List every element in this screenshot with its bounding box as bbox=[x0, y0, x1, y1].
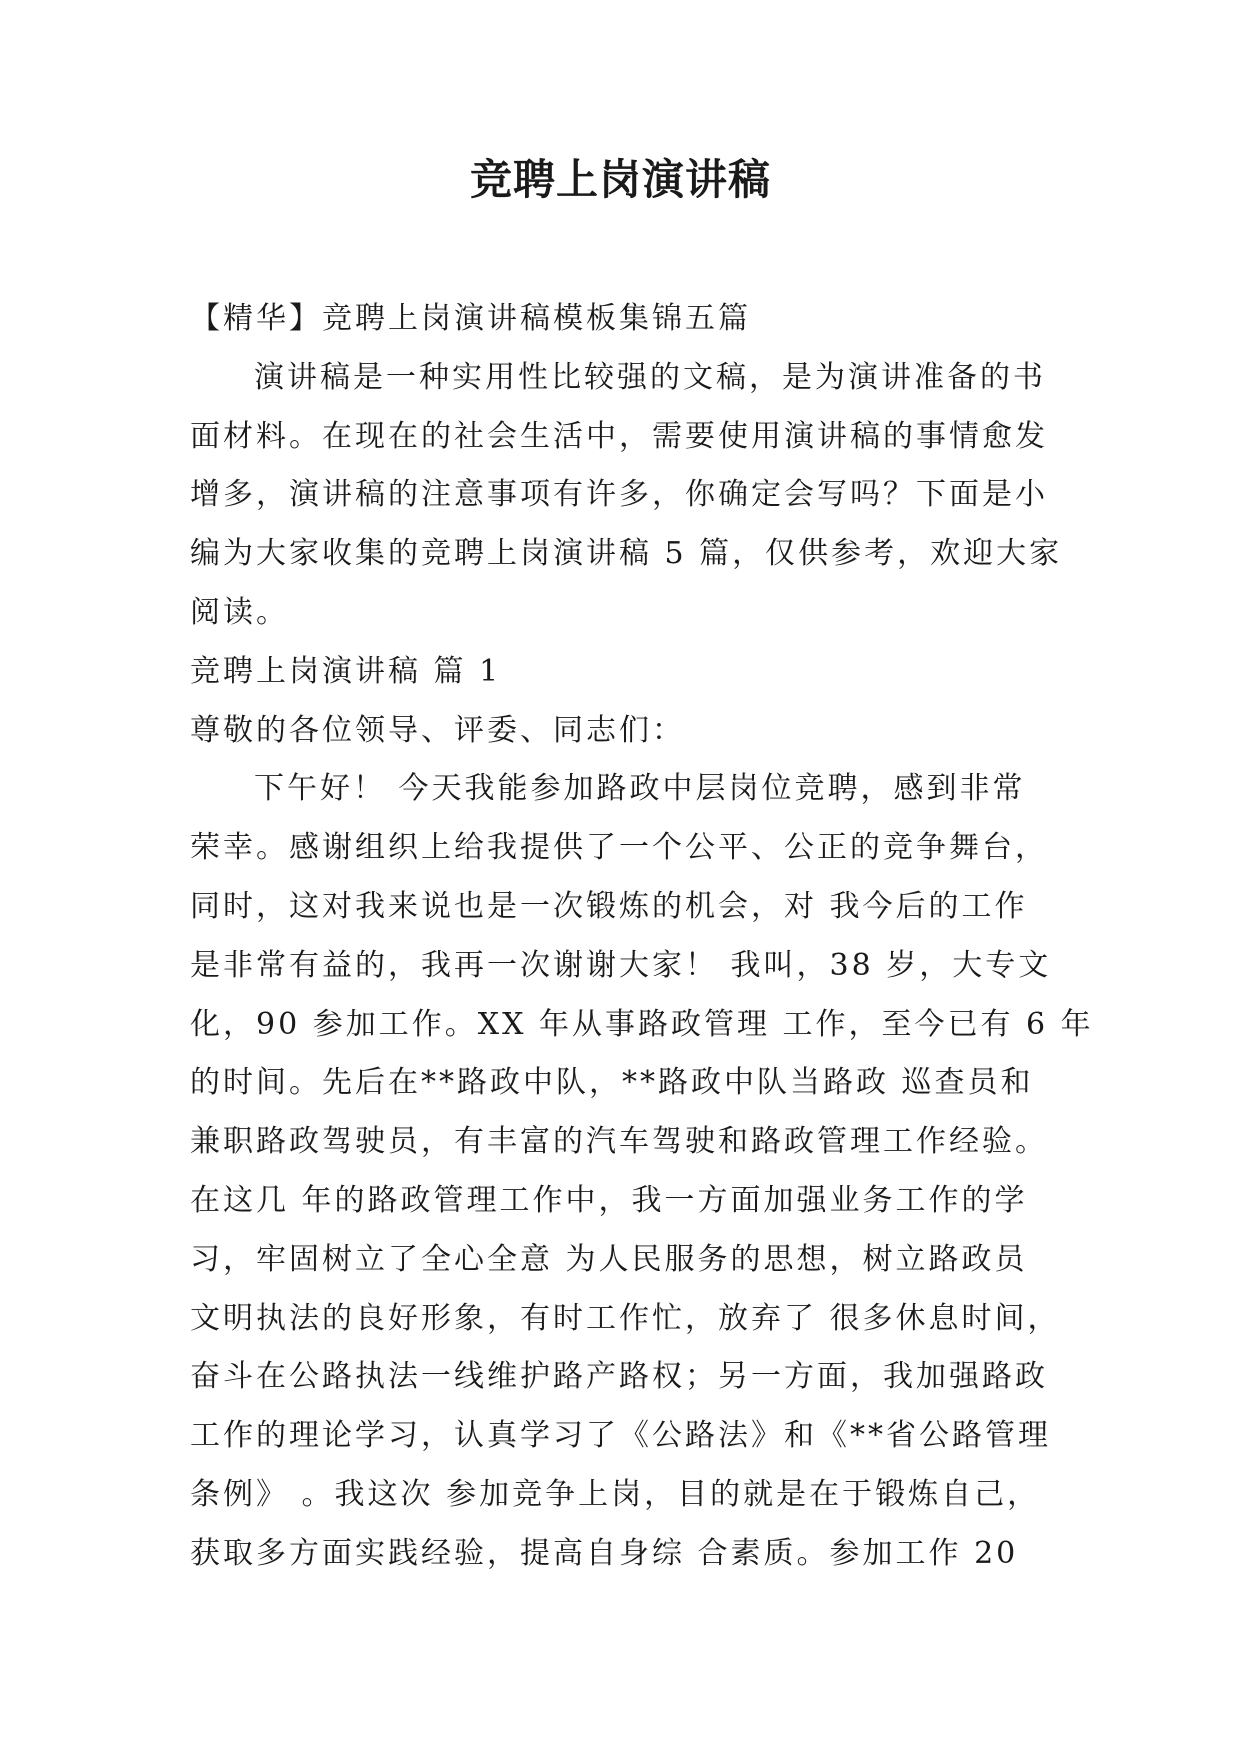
body-text-line: 增多，演讲稿的注意事项有许多，你确定会写吗？下面是小 bbox=[190, 477, 1048, 513]
body-text-line: 兼职路政驾驶员，有丰富的汽车驾驶和路政管理工作经验。 bbox=[190, 1124, 1048, 1160]
body-text-line: 是非常有益的，我再一次谢谢大家！ 我叫，38 岁，大专文 bbox=[190, 947, 1052, 983]
document-body bbox=[190, 290, 1094, 1584]
body-text-line: 阅读。 bbox=[190, 594, 289, 630]
body-text-line: 文明执法的良好形象，有时工作忙，放弃了 很多休息时间， bbox=[190, 1300, 1061, 1336]
body-text-line: 的时间。先后在**路政中队，**路政中队当路政 巡查员和 bbox=[190, 1065, 1034, 1101]
body-text-line: 同时，这对我来说也是一次锻炼的机会，对 我今后的工作 bbox=[190, 888, 1028, 924]
document-title: 竞聘上岗演讲稿 bbox=[469, 155, 771, 204]
body-text-line: 条例》 。我这次 参加竞争上岗，目的就是在于锻炼自己， bbox=[190, 1476, 1041, 1512]
body-text-line: 在这几 年的路政管理工作中，我一方面加强业务工作的学 bbox=[190, 1182, 1028, 1218]
body-text-line: 奋斗在公路执法一线维护路产路权；另一方面，我加强路政 bbox=[190, 1359, 1048, 1395]
body-text-line: 面材料。在现在的社会生活中，需要使用演讲稿的事情愈发 bbox=[190, 418, 1048, 454]
body-text-line: 习，牢固树立了全心全意 为人民服务的思想，树立路政员 bbox=[190, 1241, 1028, 1277]
body-text-line: 获取多方面实践经验，提高自身综 合素质。参加工作 20 bbox=[190, 1535, 1019, 1571]
body-text-line: 尊敬的各位领导、评委、同志们： bbox=[190, 712, 685, 748]
body-text-line: 荣幸。感谢组织上给我提供了一个公平、公正的竞争舞台， bbox=[190, 830, 1048, 866]
body-text-line: 下午好！ 今天我能参加路政中层岗位竞聘，感到非常 bbox=[254, 771, 1026, 807]
body-text-line: 演讲稿是一种实用性比较强的文稿，是为演讲准备的书 bbox=[254, 359, 1046, 395]
body-text-line: 【精华】竞聘上岗演讲稿模板集锦五篇 bbox=[190, 301, 751, 336]
body-text-line: 竞聘上岗演讲稿 篇 1 bbox=[190, 653, 502, 689]
body-text-line: 化，90 参加工作。XX 年从事路政管理 工作，至今已有 6 年 bbox=[190, 1006, 1094, 1042]
body-text-line: 工作的理论学习，认真学习了《公路法》和《**省公路管理 bbox=[190, 1418, 1051, 1454]
body-text-line: 编为大家收集的竞聘上岗演讲稿 5 篇，仅供参考，欢迎大家 bbox=[190, 536, 1063, 572]
